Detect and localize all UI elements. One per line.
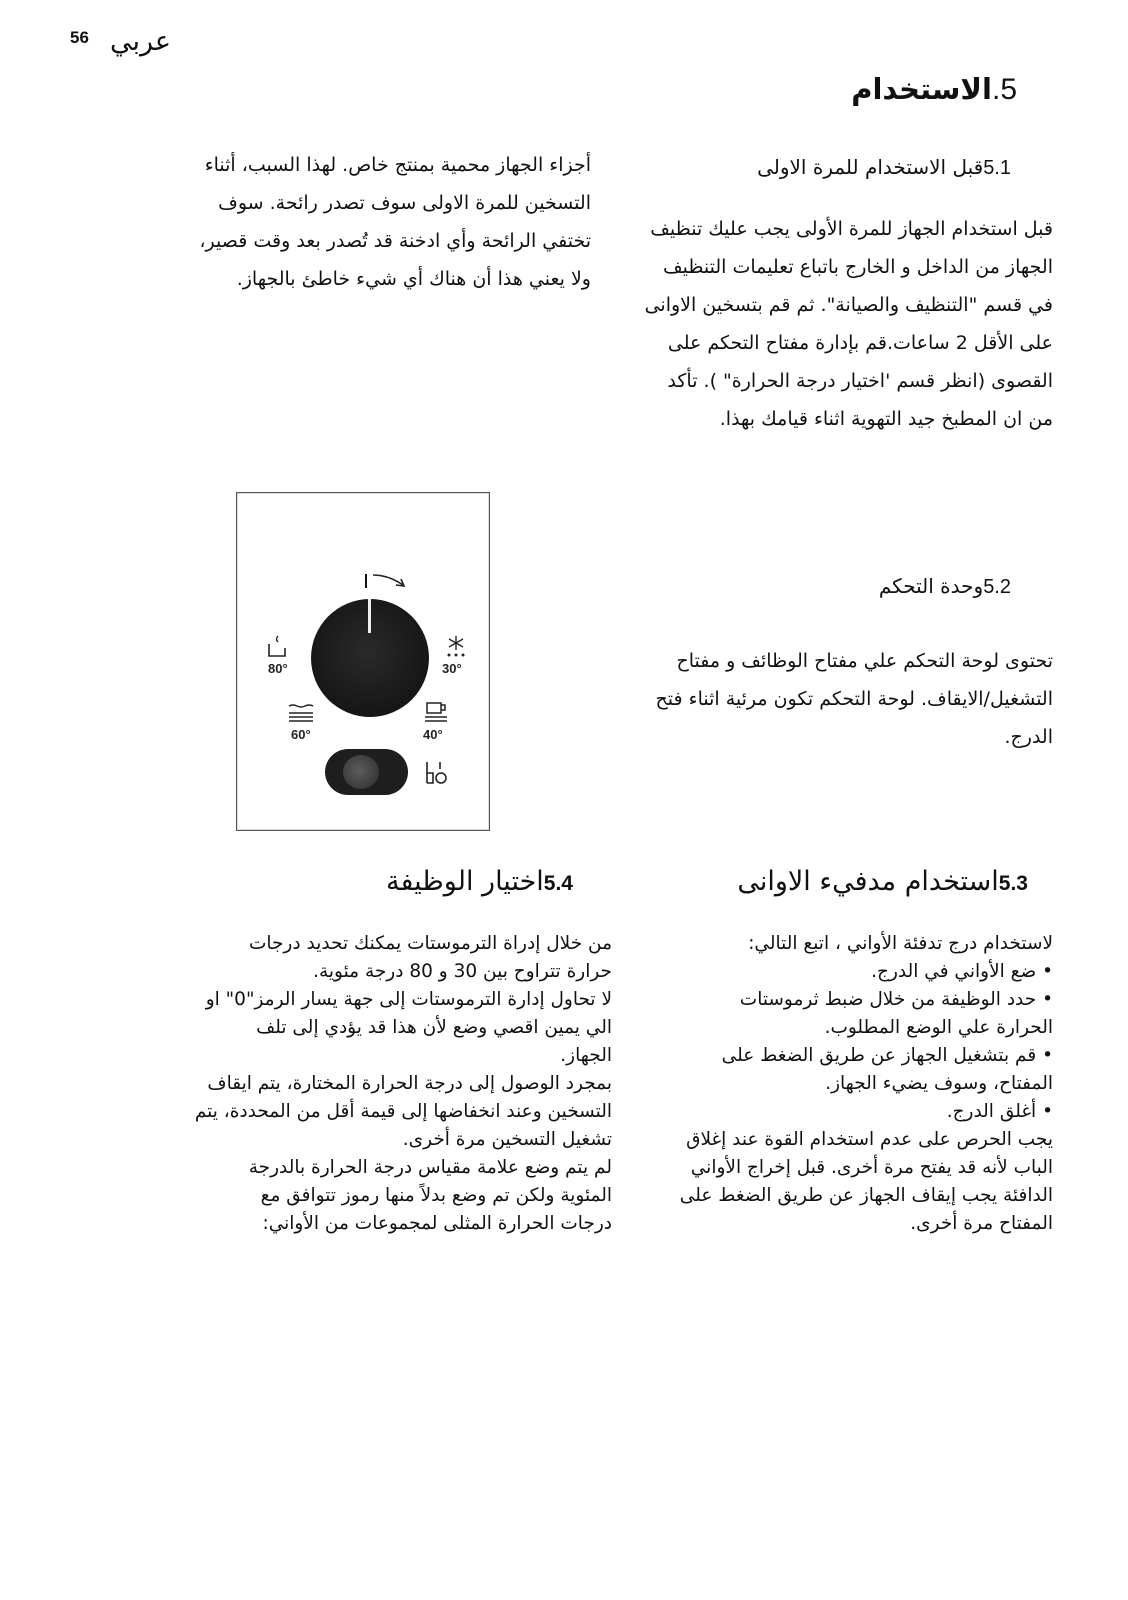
temp-label-60: 60° xyxy=(291,727,311,742)
section-heading xyxy=(851,72,1063,107)
cup-steam-icon xyxy=(266,634,288,660)
text-line: • حدد الوظيفة من خلال ضبط ثرموستات xyxy=(739,989,1053,1010)
temp-label-80: 80° xyxy=(268,661,288,676)
text-line: تختفي الرائحة وأي ادخنة قد تُصدر بعد وقت قصير، xyxy=(199,230,591,252)
temp-label-30: 30° xyxy=(442,661,462,676)
subsection-5-4-heading xyxy=(386,866,593,897)
subsection-5-4-title: اختيار الوظيفة xyxy=(386,866,544,897)
plates-icon xyxy=(287,703,315,725)
text-line: الدافئة يجب إيقاف الجهاز عن طريق الضغط على xyxy=(679,1185,1053,1206)
text-line: الجهاز. xyxy=(560,1045,612,1066)
cup-icon xyxy=(423,701,449,727)
temp-label-40: 40° xyxy=(423,727,443,742)
text-line: • أغلق الدرج. xyxy=(946,1101,1053,1122)
language-label: عربي xyxy=(110,26,172,57)
onoff-switch-knob xyxy=(343,755,379,789)
page-number: 56 xyxy=(70,28,89,47)
text-line: القصوى (انظر قسم 'اختيار درجة الحرارة" ). تأكد xyxy=(667,370,1053,392)
subsection-5-1-title: قبل الاستخدام للمرة الاولى xyxy=(757,155,984,179)
text-line: يجب الحرص على عدم استخدام القوة عند إغلاق xyxy=(686,1129,1053,1150)
subsection-5-3-heading xyxy=(737,866,1048,897)
text-line: لم يتم وضع علامة مقياس درجة الحرارة بالدرجة xyxy=(248,1157,612,1178)
rotation-arrow-icon xyxy=(371,571,411,591)
subsection-5-3-title: استخدام مدفيء الاوانى xyxy=(737,866,999,897)
zero-mark xyxy=(365,574,367,588)
defrost-icon xyxy=(444,635,470,659)
subsection-5-3-number: 5.3 xyxy=(998,872,1028,895)
onoff-switch[interactable] xyxy=(325,749,408,795)
text-line: الجهاز من الداخل و الخارج باتباع تعليمات التنظيف xyxy=(662,256,1053,278)
thermostat-knob[interactable] xyxy=(311,599,429,717)
subsection-5-2-number: 5.2 xyxy=(983,576,1011,598)
onoff-icon xyxy=(423,759,449,787)
text-line: على الأقل 2 ساعات.قم بإدارة مفتاح التحكم على xyxy=(667,332,1053,354)
subsection-5-1-number: 5.1 xyxy=(983,157,1011,179)
section-number: 5. xyxy=(991,73,1017,106)
subsection-5-4-number: 5.4 xyxy=(543,872,573,895)
text-line: حرارة تتراوح بين 30 و 80 درجة مئوية. xyxy=(313,961,612,982)
text-line: قبل استخدام الجهاز للمرة الأولى يجب عليك تنظيف xyxy=(650,218,1053,240)
subsection-5-4-body xyxy=(195,930,612,1238)
first-use-note xyxy=(199,146,591,298)
text-line: الحرارة علي الوضع المطلوب. xyxy=(824,1017,1053,1038)
section-title: الاستخدام xyxy=(851,72,992,106)
text-line: المفتاح مرة أخرى. xyxy=(910,1213,1053,1234)
subsection-5-1-body xyxy=(645,210,1053,438)
text-line: أجزاء الجهاز محمية بمنتج خاص. لهذا السبب، أثناء xyxy=(204,154,591,176)
subsection-5-2-heading xyxy=(879,574,1033,599)
knob-indicator xyxy=(368,599,371,633)
text-line: • قم بتشغيل الجهاز عن طريق الضغط على xyxy=(721,1045,1053,1066)
text-line: من ان المطبخ جيد التهوية اثناء قيامك بهذا. xyxy=(719,408,1053,430)
text-line: في قسم "التنظيف والصيانة". ثم قم بتسخين الاوانى xyxy=(644,294,1053,316)
subsection-5-2-title: وحدة التحكم xyxy=(878,574,984,598)
control-panel-illustration xyxy=(236,492,490,831)
subsection-5-1-heading xyxy=(757,155,1033,180)
text-line: المفتاح، وسوف يضيء الجهاز. xyxy=(825,1073,1053,1094)
text-line: تحتوى لوحة التحكم علي مفتاح الوظائف و مفتاح xyxy=(676,650,1053,672)
text-line: لاستخدام درج تدفئة الأواني ، اتبع التالي: xyxy=(748,933,1053,954)
text-line: الباب لأنه قد يفتح مرة أخرى. قبل إخراج الأواني xyxy=(690,1157,1053,1178)
text-line: التسخين وعند انخفاضها إلى قيمة أقل من المحددة، يتم xyxy=(194,1101,612,1122)
text-line: الدرج. xyxy=(1004,726,1053,748)
text-line: لا تحاول إدارة الترموستات إلى جهة يسار الرمز"0" او xyxy=(205,989,612,1010)
subsection-5-2-body xyxy=(656,642,1053,756)
text-line: • ضع الأواني في الدرج. xyxy=(871,961,1053,982)
text-line: التشغيل/الايقاف. لوحة التحكم تكون مرئية اثناء فتح xyxy=(655,688,1053,710)
text-line: من خلال إدراة الترموستات يمكنك تحديد درجات xyxy=(248,933,612,954)
text-line: تشغيل التسخين مرة أخرى. xyxy=(402,1129,612,1150)
text-line: التسخين للمرة الاولى سوف تصدر رائحة. سوف xyxy=(218,192,591,214)
text-line: المئوية ولكن تم وضع بدلاً منها رموز تتوافق مع xyxy=(260,1185,612,1206)
text-line: الي يمين اقصي وضع لأن هذا قد يؤدي إلى تلف xyxy=(256,1017,612,1038)
text-line: درجات الحرارة المثلى لمجموعات من الأواني: xyxy=(262,1213,612,1234)
text-line: ولا يعني هذا أن هناك أي شيء خاطئ بالجهاز. xyxy=(236,268,591,290)
subsection-5-3-body xyxy=(680,930,1053,1238)
text-line: بمجرد الوصول إلى درجة الحرارة المختارة، يتم ايقاف xyxy=(207,1073,612,1094)
